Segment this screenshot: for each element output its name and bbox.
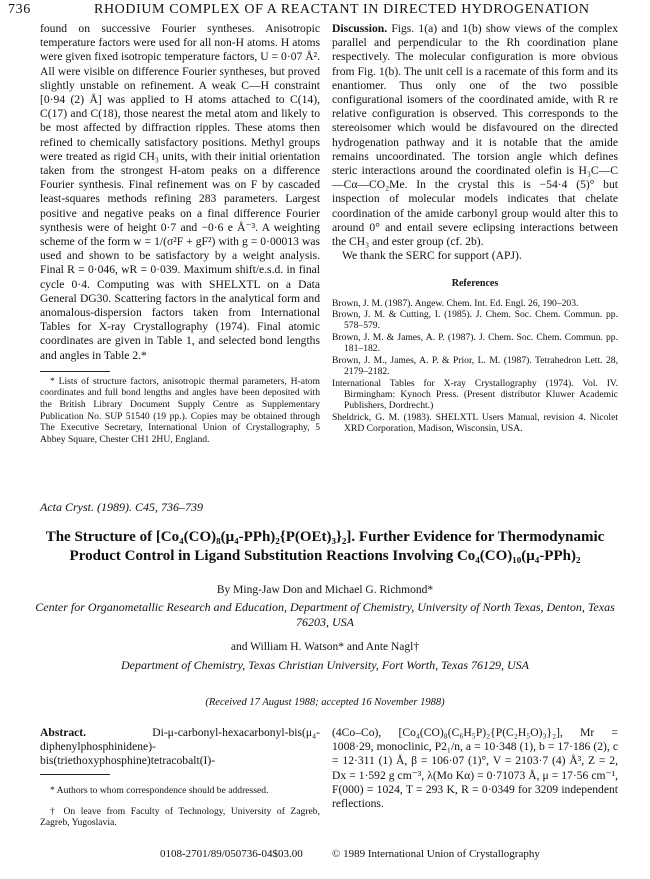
reference-item: Brown, J. M. (1987). Angew. Chem. Int. Ed. Engl. 26, 190–203.	[332, 297, 579, 309]
abstract-compound-name: Di-μ-carbonyl-hexacarbonyl-bis(μ₄-diphenylphosphinidene)-bis(triethoxyphosphine)tetracobalt(I)-	[40, 726, 320, 768]
affiliation-2: Department of Chemistry, Texas Christian University, Fort Worth, Texas 76129, USA	[120, 658, 529, 672]
correspondence-footnote: * Authors to whom correspondence should be addressed.	[50, 784, 269, 796]
article-title: The Structure of [Co₄(CO)₈(μ₄-PPh)₂{P(OEt)₃}₂]. Further Evidence for Thermodynamic Product Control in Ligand Substitution Reactions Involving Co₄(CO)₁₀(μ₄-PPh)₂	[45, 529, 605, 564]
running-head	[8, 2, 642, 22]
author-line-2: and William H. Watson* and Ante Nagl†	[230, 641, 420, 653]
refinement-paragraph: found on successive Fourier syntheses. Anisotropic temperature factors were used for all non-H atoms. H atoms were given fixed isotropic temperature factors, U = 0·07 Å². All were visible on difference Fourier syntheses, but proved slightly unstable on refinement. A weak C—H constraint [0·94 (2) Å] was applied to H atoms attached to C(14), C(17) and C(18), those nearest the metal atom and likely to be most affected by diffraction ripples. These atoms then refined to chemically satisfactory positions. Methyl groups were treated as rigid CH₃ units, with their initial orientation taken from the strongest H-atom peaks on a difference Fourier synthesis. Final refinement was on F by cascaded least-squares methods refining 283 parameters. Largest positive and negative peaks on a final difference Fourier synthesis were of height 0·7 and −0·6 e Å⁻³. A weighting scheme of the form w = 1/(σ²F + gF²) with g = 0·00013 was used and shown to be satisfactory by a weight analysis. Final R = 0·046, wR = 0·039. Maximum shift/e.s.d. in final cycle 0·4. Computing was with SHELXTL on a Data General DG30. Scattering factors in the analytical form and anomalous-dispersion factors taken from International Tables for X-ray Crystallography (1974). Final atomic coordinates are given in Table 1, and selected bond lengths and angles in Table 2.*	[40, 22, 320, 362]
references-heading: References	[451, 278, 499, 290]
acknowledgement: We thank the SERC for support (APJ).	[342, 249, 522, 263]
left-column	[40, 22, 320, 445]
article-code: 0108-2701/89/050736-04$03.00	[160, 848, 303, 860]
abstract-right: (4Co–Co), [Co₄(CO)₈(C₆H₅P)₂{P(C₂H₅O)₃}₂], Mr = 1008·29, monoclinic, P2₁/n, a = 10·348 (1), b = 17·186 (2), c = 12·311 (1) Å, β = 106·07 (1)°, V = 2103·7 (4) Å³, Z = 2, Dx = 1·592 g cm⁻³, λ(Mo Kα) = 0·71073 Å, μ = 17·56 cm⁻¹, F(000) = 1024, T = 293 K, R = 0·0349 for 3209 independent reflections.	[332, 726, 618, 811]
discussion-paragraph	[332, 22, 618, 249]
footnote-divider	[40, 774, 110, 775]
footnote-divider	[40, 371, 110, 372]
reference-item: Brown, J. M. & James, A. P. (1987). J. Chem. Soc. Chem. Commun. pp. 181–182.	[332, 331, 618, 355]
received-dates: (Received 17 August 1988; accepted 16 November 1988)	[205, 697, 445, 708]
reference-item: Brown, J. M., James, A. P. & Prior, L. M. (1987). Tetrahedron Lett. 28, 2179–2182.	[332, 354, 618, 378]
running-title: RHODIUM COMPLEX OF A REACTANT IN DIRECTED HYDROGENATION	[94, 2, 590, 17]
copyright-notice: © 1989 International Union of Crystallography	[332, 848, 540, 860]
reference-item: Sheldrick, G. M. (1983). SHELXTL Users Manual, revision 4. Nicolet XRD Corporation, Madison, Wisconsin, USA.	[332, 411, 618, 435]
deposition-footnote: * Lists of structure factors, anisotropic thermal parameters, H-atom coordinates and full bond lengths and angles have been deposited with the British Library Document Supply Centre as Supplementary Publication No. SUP 51540 (19 pp.). Copies may be obtained through The Executive Secretary, International Union of Crystallography, 5 Abbey Square, Chester CH1 2HU, England.	[40, 375, 320, 445]
author-line-1: By Ming-Jaw Don and Michael G. Richmond*	[216, 584, 434, 596]
abstract-left	[40, 726, 320, 769]
author-footnotes	[40, 774, 320, 839]
right-column	[332, 22, 618, 435]
discussion-body: Figs. 1(a) and 1(b) show views of the complex parallel and perpendicular to the Rh coordination plane respectively. The molecular configuration is more obvious from Fig. 1(b). The unit cell is a racemate of this form and its enantiomer. Thus only one of the two possible configurational isomers of the coordinated amide, with R re relative configuration is observed. This corresponds to the stereoisomer which would be disfavoured on the directed hydrogenation pathway and it is notable that the amide remains uncoordinated. The torsion angle which defines steric interactions around the coordinated olefin is H₃C—C—Cα—CO₂Me. In the crystal this is −54·4 (5)° but inspection of molecular models indicates that chelate coordination of the amide carbonyl group would alter this to around 0° and entail severe eclipsing interactions between the CH₃ and ester group (cf. 2b).	[332, 22, 618, 249]
discussion-heading: Discussion.	[332, 22, 388, 35]
page-number: 736	[8, 2, 31, 17]
abstract-heading: Abstract.	[40, 726, 87, 739]
leave-footnote: † On leave from Faculty of Technology, University of Zagreb, Zagreb, Yugoslavia.	[40, 805, 320, 829]
reference-item: Brown, J. M. & Cutting, I. (1985). J. Chem. Soc. Chem. Commun. pp. 578–579.	[332, 309, 618, 332]
journal-citation: Acta Cryst. (1989). C45, 736–739	[40, 500, 203, 514]
affiliation-1: Center for Organometallic Research and Education, Department of Chemistry, University of North Texas, Denton, Texas 76203, USA	[35, 600, 615, 629]
reference-item: International Tables for X-ray Crystallography (1974). Vol. IV. Birmingham: Kynoch Press. (Present distributor Kluwer Academic Publishers, Dordrecht.)	[332, 377, 618, 412]
